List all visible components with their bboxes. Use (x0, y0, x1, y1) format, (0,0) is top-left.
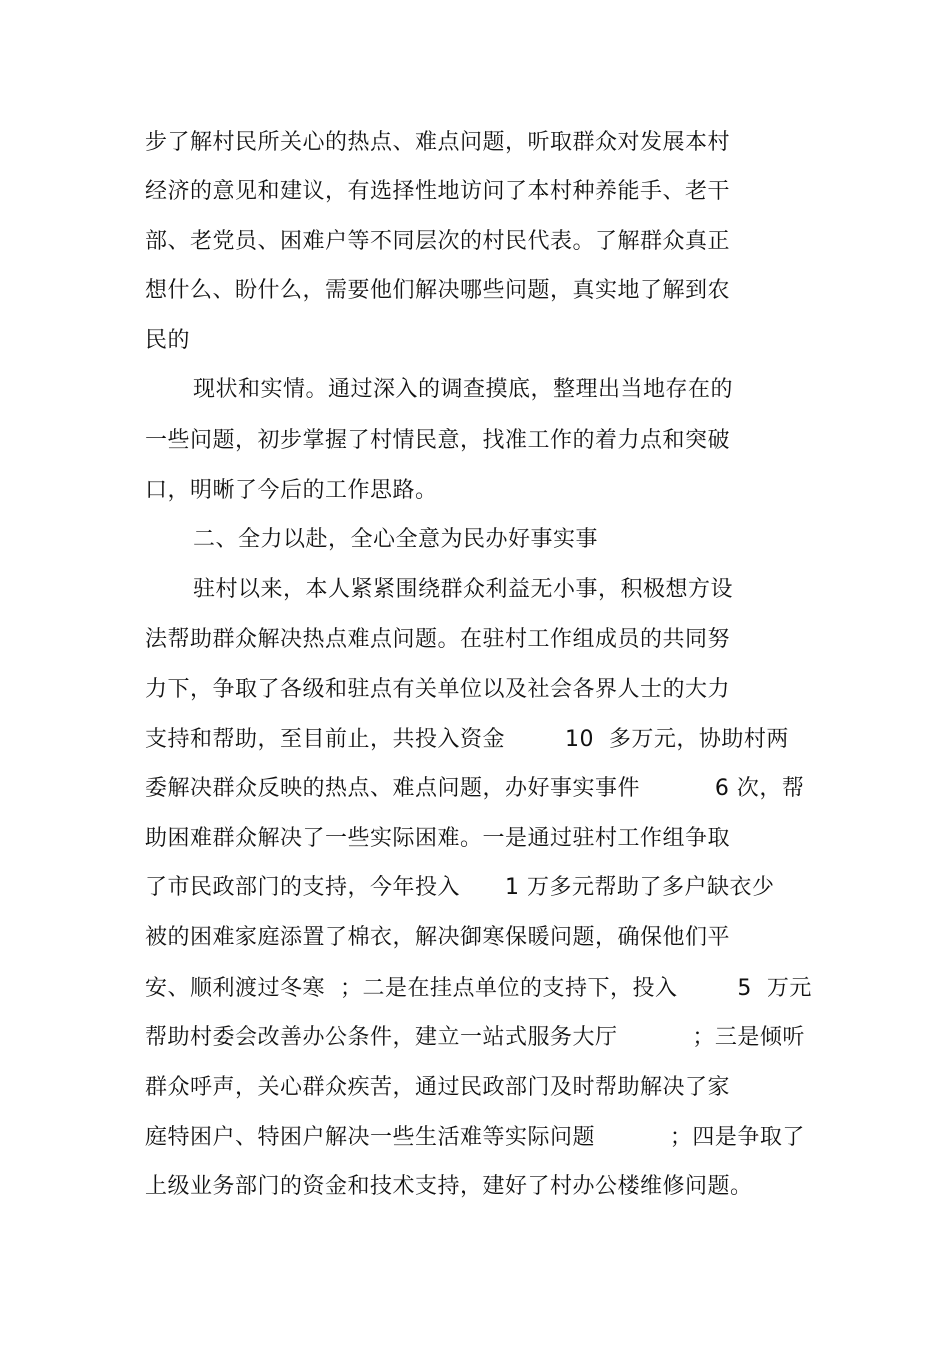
text-line: 想什么、盼什么，需要他们解决哪些问题，真实地了解到农 (145, 278, 731, 303)
text-line: 力下，争取了各级和驻点有关单位以及社会各界人士的大力 (145, 677, 731, 702)
text-line: 助困难群众解决了一些实际困难。一是通过驻村工作组争取 (145, 826, 731, 851)
text-line: 庭特困户、特困户解决一些生活难等实际问题 ；四是争取了 (145, 1125, 805, 1150)
section-heading: 二、全力以赴，全心全意为民办好事实事 (193, 527, 599, 552)
text-line: 上级业务部门的资金和技术支持，建好了村办公楼维修问题。 (145, 1174, 753, 1199)
text-line: 帮助村委会改善办公条件，建立一站式服务大厅 ；三是倾听 (145, 1025, 805, 1050)
text-line: 口，明晰了今后的工作思路。 (145, 478, 438, 503)
text-line: 一些问题，初步掌握了村情民意，找准工作的着力点和突破 (145, 428, 731, 453)
text-line: 群众呼声，关心群众疾苦，通过民政部门及时帮助解决了家 (145, 1075, 731, 1100)
text-line: 现状和实情。通过深入的调查摸底，整理出当地存在的 (193, 377, 734, 402)
text-line: 安、顺利渡过冬寒 ；二是在挂点单位的支持下，投入 5 万元 (145, 976, 812, 1001)
text-line: 支持和帮助，至目前止，共投入资金 10 多万元，协助村两 (145, 727, 789, 752)
text-line: 委解决群众反映的热点、难点问题，办好事实事件 6 次，帮 (145, 776, 805, 801)
text-line: 步了解村民所关心的热点、难点问题，听取群众对发展本村 (145, 130, 731, 155)
text-line: 经济的意见和建议，有选择性地访问了本村种养能手、老干 (145, 179, 731, 204)
text-line: 被的困难家庭添置了棉衣，解决御寒保暖问题，确保他们平 (145, 925, 731, 950)
text-line: 法帮助群众解决热点难点问题。在驻村工作组成员的共同努 (145, 627, 731, 652)
text-line: 了市民政部门的支持，今年投入 1 万多元帮助了多户缺衣少 (145, 875, 775, 900)
text-line: 民的 (145, 328, 191, 353)
text-line: 驻村以来，本人紧紧围绕群众利益无小事，积极想方设 (193, 577, 734, 602)
text-line: 部、老党员、困难户等不同层次的村民代表。了解群众真正 (145, 229, 731, 254)
